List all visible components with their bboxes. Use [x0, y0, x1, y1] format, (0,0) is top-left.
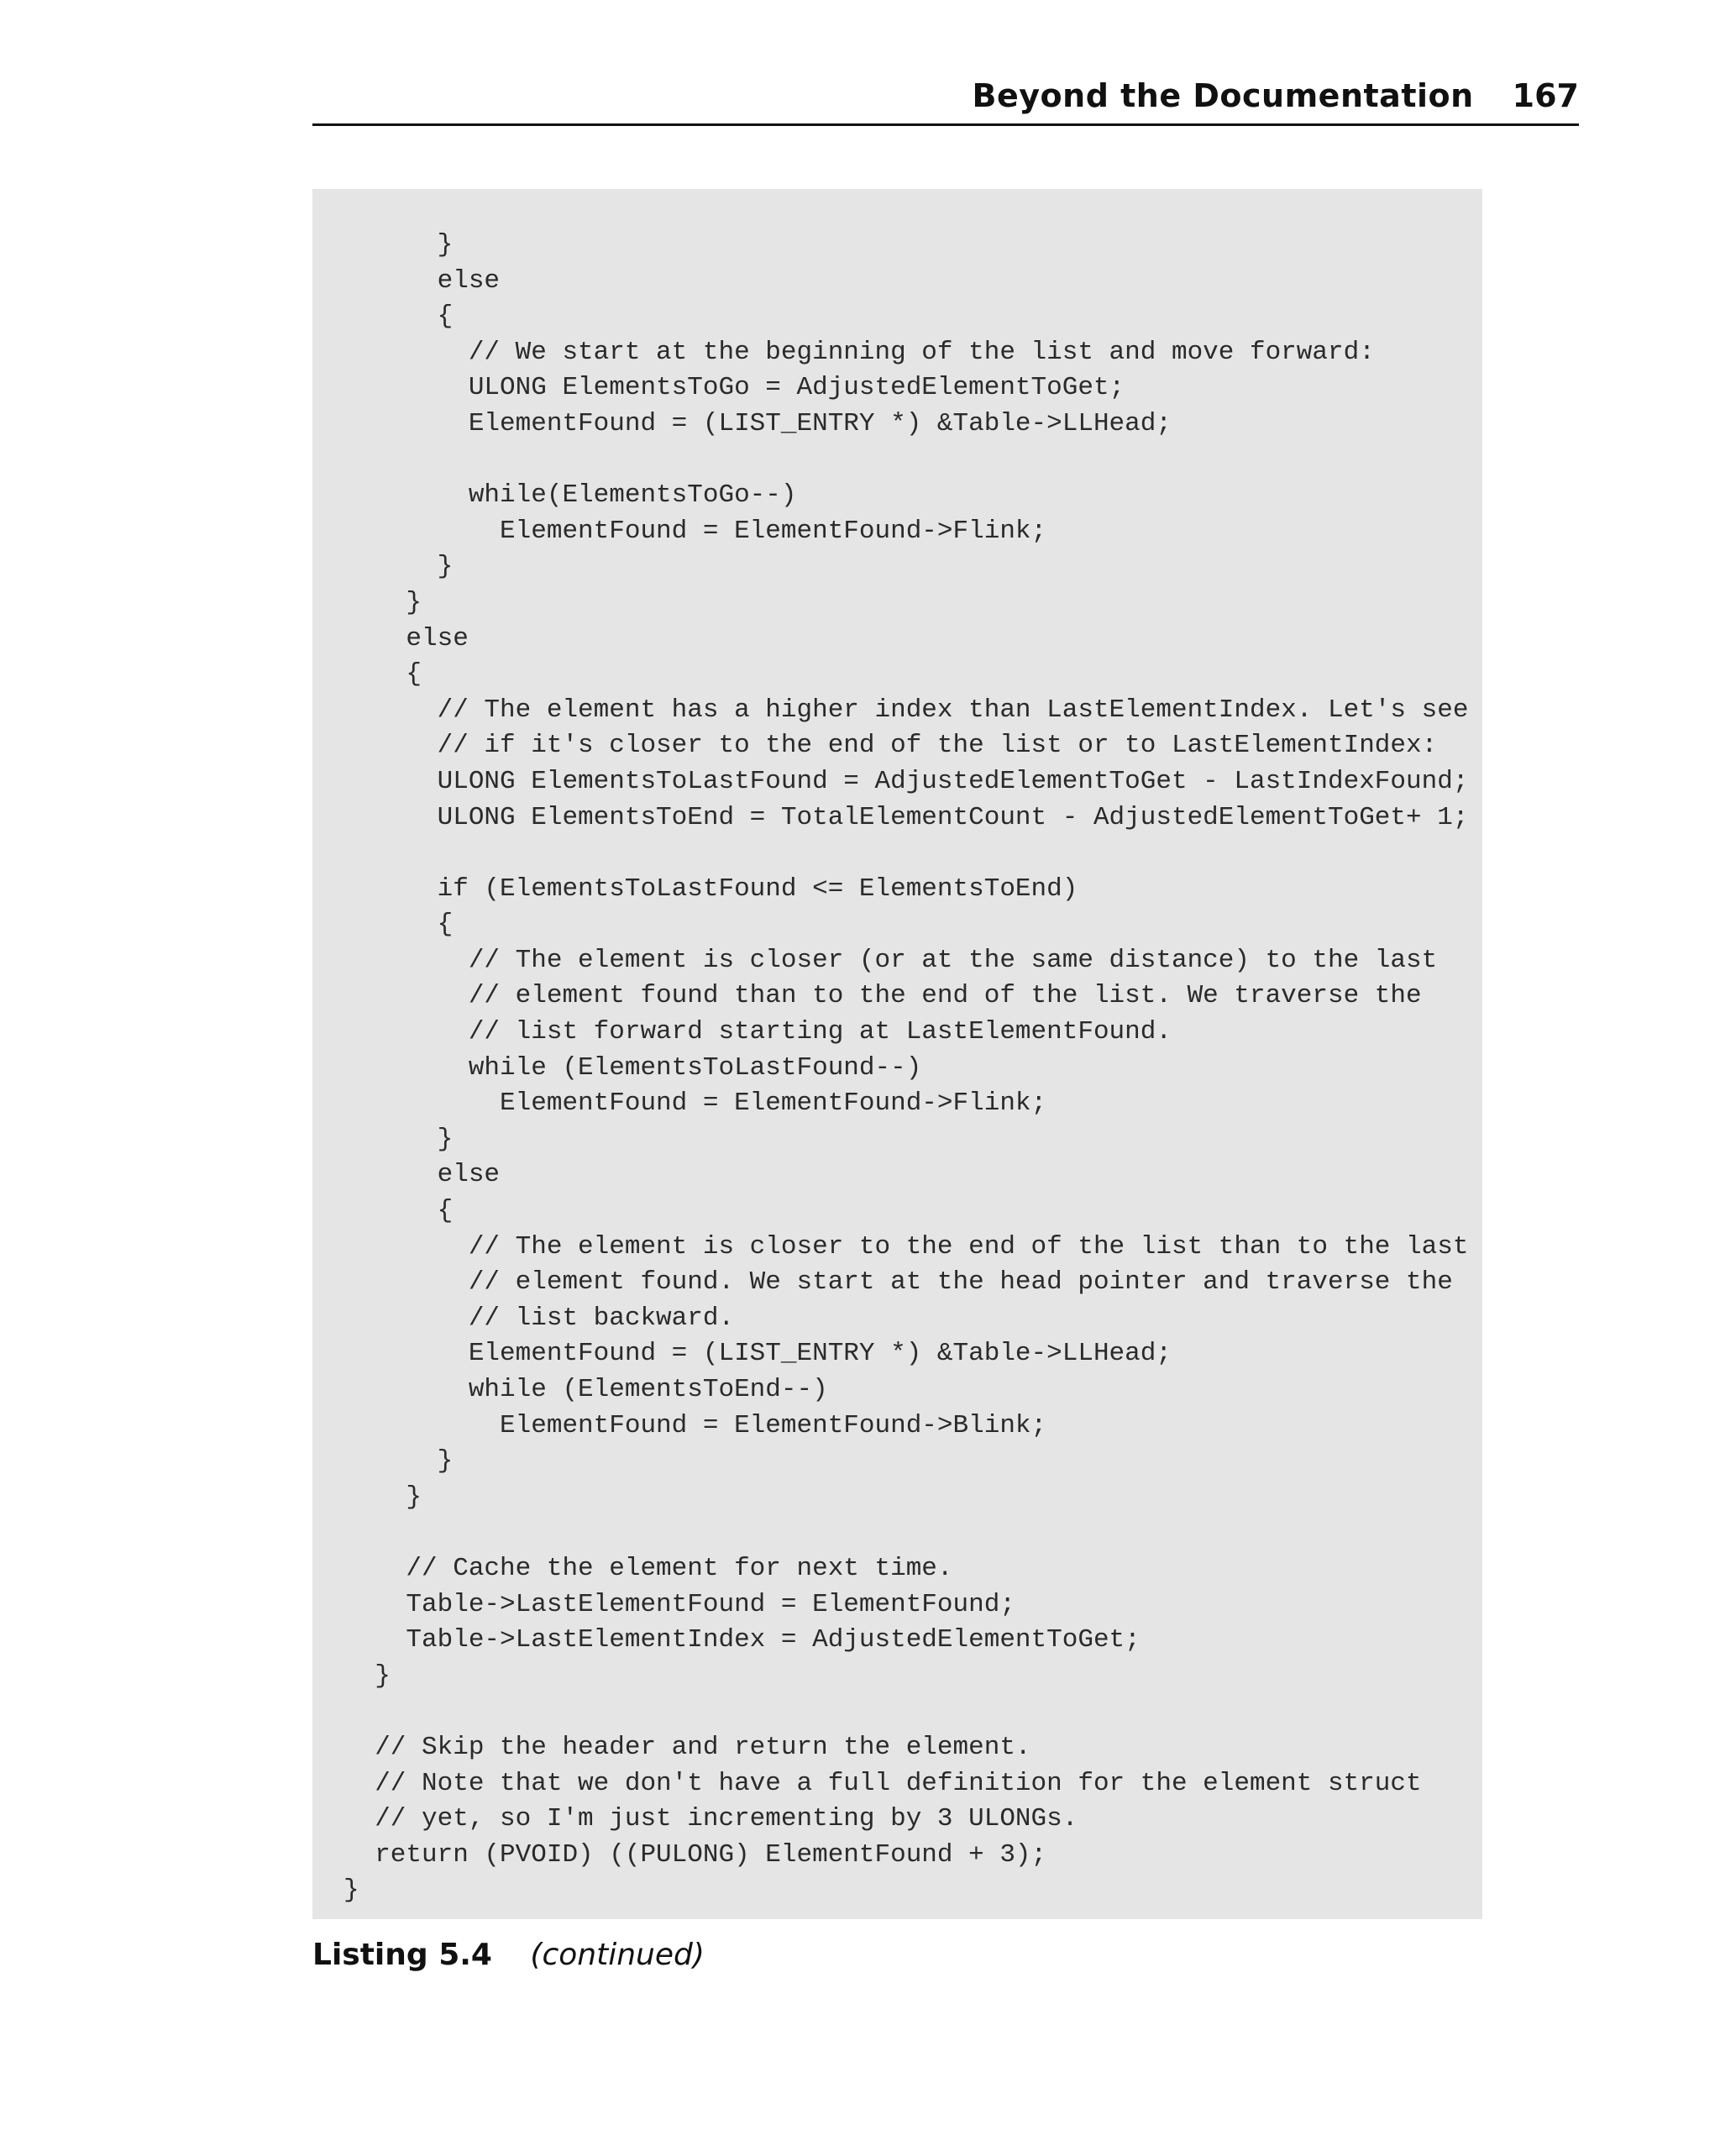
code-line: return (PVOID) ((PULONG) ElementFound + 3); [343, 1839, 1047, 1870]
code-line: } [343, 1446, 454, 1477]
code-line: } [343, 587, 422, 617]
code-line: // if it's closer to the end of the list or to LastElementIndex: [343, 731, 1438, 761]
code-line: else [343, 265, 501, 296]
code-line: } [343, 1875, 359, 1906]
code-line: Table->LastElementFound = ElementFound; [343, 1589, 1015, 1619]
code-line: } [343, 1482, 422, 1512]
code-line: // yet, so I'm just incrementing by 3 ULONGs. [343, 1804, 1078, 1834]
code-line: else [343, 1160, 501, 1190]
code-line: ElementFound = ElementFound->Flink; [343, 1088, 1047, 1119]
code-line [343, 836, 1482, 872]
running-header [312, 77, 1579, 126]
code-line: } [343, 1660, 391, 1691]
code-line: } [343, 230, 454, 260]
code-line: ULONG ElementsToGo = AdjustedElementToGet; [343, 373, 1125, 403]
caption-label: Listing 5.4 [312, 1938, 492, 1972]
code-line: { [343, 910, 454, 940]
code-line: else [343, 623, 469, 653]
header-title: Beyond the Documentation [972, 77, 1474, 114]
code-line: while (ElementsToLastFound--) [343, 1052, 922, 1083]
caption-note: (continued) [530, 1938, 705, 1972]
code-line [343, 443, 1482, 479]
code-line: // The element is closer (or at the same distance) to the last [343, 945, 1438, 975]
code-line: // The element has a higher index than LastElementIndex. Let's see [343, 695, 1469, 725]
code-line: ElementFound = ElementFound->Flink; [343, 516, 1047, 546]
code-line: ElementFound = (LIST_ENTRY *) &Table->LLHead; [343, 408, 1172, 438]
code-line [343, 1694, 1482, 1730]
code-line: // We start at the beginning of the list and move forward: [343, 337, 1375, 367]
code-line: // list backward. [343, 1303, 735, 1333]
code-line: Table->LastElementIndex = AdjustedElementToGet; [343, 1625, 1141, 1655]
code-line: while (ElementsToEnd--) [343, 1375, 828, 1404]
code-line: // Cache the element for next time. [343, 1553, 953, 1583]
code-line: ULONG ElementsToLastFound = AdjustedElementToGet - LastIndexFound; [343, 766, 1469, 796]
code-line: // Note that we don't have a full definition for the element struct [343, 1768, 1422, 1798]
listing-caption [312, 1937, 705, 1974]
code-line: { [343, 659, 422, 690]
code-line: while(ElementsToGo--) [343, 480, 797, 511]
code-line: // element found than to the end of the list. We traverse the [343, 981, 1422, 1011]
code-line: { [343, 302, 454, 332]
code-line: // list forward starting at LastElementFound. [343, 1017, 1172, 1047]
code-line: { [343, 1196, 454, 1226]
code-line: ElementFound = ElementFound->Blink; [343, 1410, 1047, 1440]
code-line: ElementFound = (LIST_ENTRY *) &Table->LLHead; [343, 1339, 1172, 1369]
code-listing [312, 189, 1482, 1919]
code-line: // element found. We start at the head pointer and traverse the [343, 1267, 1453, 1298]
code-line: // The element is closer to the end of the list than to the last [343, 1231, 1469, 1262]
code-line: } [343, 1124, 454, 1154]
code-line [343, 1515, 1482, 1551]
code-line: ULONG ElementsToEnd = TotalElementCount - AdjustedElementToGet+ 1; [343, 802, 1469, 832]
page-number: 167 [1512, 77, 1579, 114]
code-line: } [343, 552, 454, 582]
code-line: // Skip the header and return the element. [343, 1732, 1031, 1762]
code-line: if (ElementsToLastFound <= ElementsToEnd) [343, 873, 1078, 904]
